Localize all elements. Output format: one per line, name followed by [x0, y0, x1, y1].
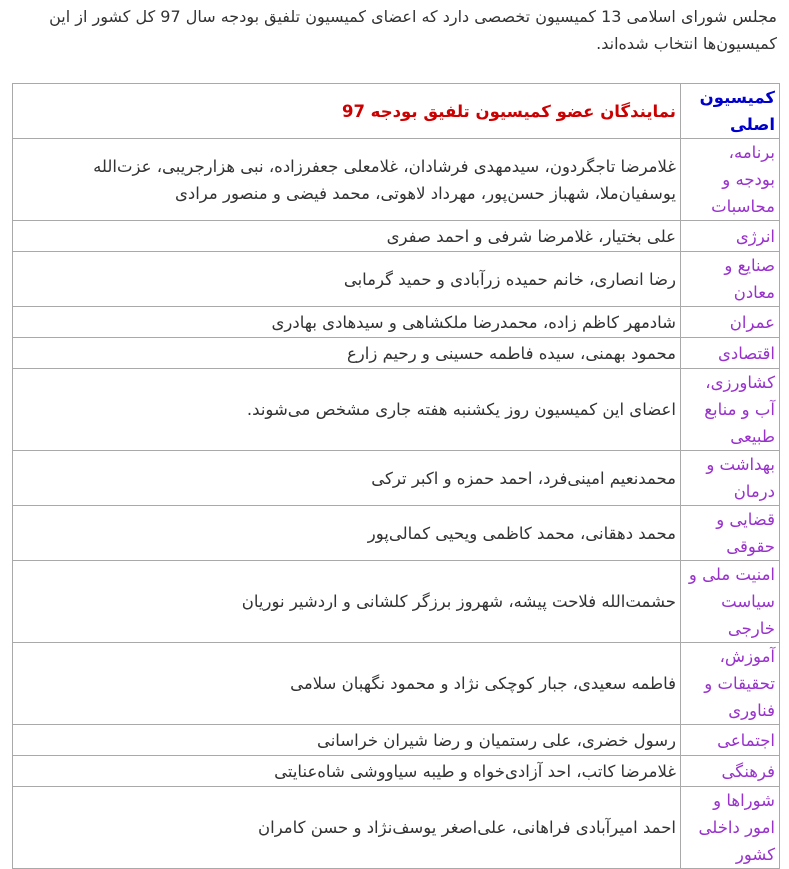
table-row [13, 252, 780, 307]
table-row [13, 451, 780, 506]
table-row [13, 756, 780, 787]
table-row [13, 307, 780, 338]
commission-name: انرژی [681, 221, 780, 252]
commission-members: احمد امیرآبادی فراهانی، علی‌اصغر یوسف‌نژاد و حسن کامران [13, 787, 681, 869]
commission-members: محمود بهمنی، سیده فاطمه حسینی و رحیم زارع [13, 338, 681, 369]
commission-members: اعضای این کمیسیون روز یکشنبه هفته جاری مشخص می‌شوند. [13, 369, 681, 451]
commission-name: عمران [681, 307, 780, 338]
header-members: نمایندگان عضو کمیسیون تلفیق بودجه 97 [13, 84, 681, 139]
commission-name: امنیت ملی و سیاست خارجی [681, 561, 780, 643]
commission-members: رضا انصاری، خانم حمیده زرآبادی و حمید گرمابی [13, 252, 681, 307]
commission-members: فاطمه سعیدی، جبار کوچکی نژاد و محمود نگهبان سلامی [13, 643, 681, 725]
commission-name: اقتصادی [681, 338, 780, 369]
commission-members: محمد دهقانی، محمد کاظمی ویحیی کمالی‌پور [13, 506, 681, 561]
table-row [13, 725, 780, 756]
commission-name: فرهنگی [681, 756, 780, 787]
intro-paragraph: مجلس شورای اسلامی 13 کمیسیون تخصصی دارد که اعضای کمیسیون تلفیق بودجه سال 97 کل کشور از این کمیسیون‌ها انتخاب شده‌اند. [49, 7, 777, 53]
table-row [13, 221, 780, 252]
commission-members: حشمت‌الله فلاحت پیشه، شهروز برزگر کلشانی و اردشیر نوریان [13, 561, 681, 643]
commission-members: رسول خضری، علی رستمیان و رضا شیران خراسانی [13, 725, 681, 756]
commission-members: غلامرضا کاتب، احد آزادی‌خواه و طیبه سیاووشی شاه‌عنایتی [13, 756, 681, 787]
commission-name: قضایی و حقوقی [681, 506, 780, 561]
table-row [13, 506, 780, 561]
commission-members: شادمهر کاظم زاده، محمدرضا ملکشاهی و سیدهادی بهادری [13, 307, 681, 338]
header-category: کمیسیون اصلی [681, 84, 780, 139]
commission-members: محمدنعیم امینی‌فرد، احمد حمزه و اکبر ترکی [13, 451, 681, 506]
table-row [13, 561, 780, 643]
commission-name: شوراها و امور داخلی کشور [681, 787, 780, 869]
commission-name: صنایع و معادن [681, 252, 780, 307]
commission-table [12, 83, 780, 869]
commission-name: بهداشت و درمان [681, 451, 780, 506]
commission-members: علی بختیار، غلامرضا شرفی و احمد صفری [13, 221, 681, 252]
table-row [13, 369, 780, 451]
table-row [13, 139, 780, 221]
table-row [13, 338, 780, 369]
commission-name: کشاورزی، آب و منابع طبیعی [681, 369, 780, 451]
table-row [13, 787, 780, 869]
commission-members: غلامرضا تاجگردون، سیدمهدی فرشادان، غلامعلی جعفرزاده، نبی هزارجریبی، عزت‌الله یوسفیان‌ملا، شهباز حسن‌پور، مهرداد لاهوتی، محمد فیضی و منصور مرادی [13, 139, 681, 221]
table-row [13, 643, 780, 725]
table-header-row [13, 84, 780, 139]
commission-name: آموزش، تحقیقات و فناوری [681, 643, 780, 725]
commission-name: برنامه، بودجه و محاسبات [681, 139, 780, 221]
commission-name: اجتماعی [681, 725, 780, 756]
